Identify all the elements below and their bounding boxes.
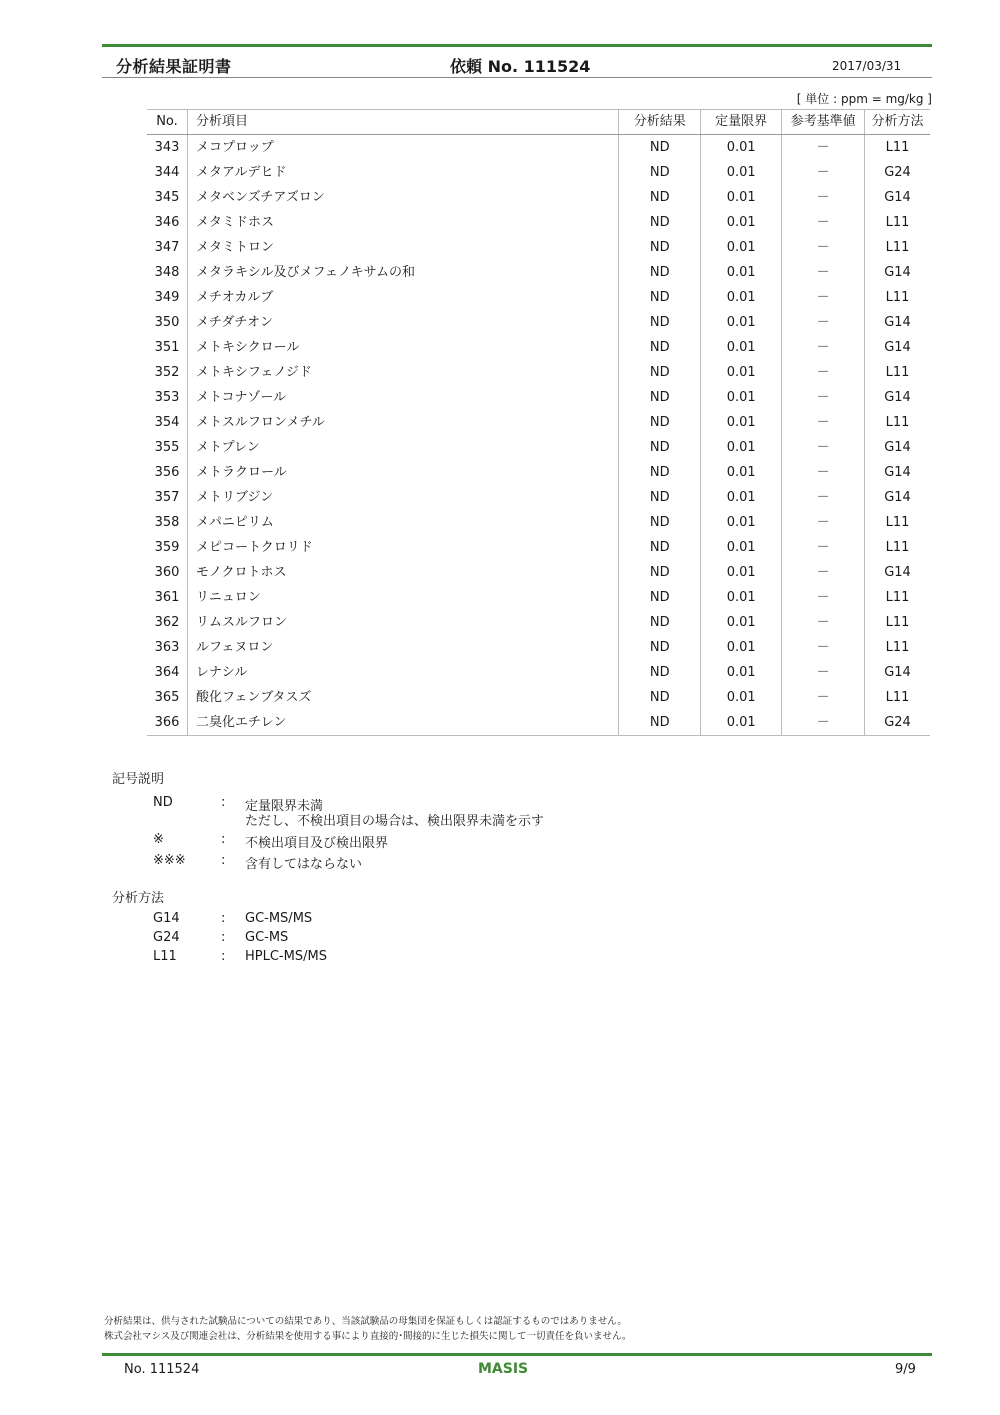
row-method: L11: [885, 290, 910, 305]
row-method: L11: [885, 365, 910, 380]
row-reference: －: [782, 635, 865, 660]
row-result: ND: [619, 310, 701, 335]
table-row: [147, 260, 930, 285]
row-method: L11: [885, 640, 910, 655]
row-method: G14: [884, 390, 911, 405]
row-result: ND: [619, 685, 701, 710]
row-result: ND: [619, 235, 701, 260]
row-no: 362: [147, 610, 187, 635]
table-row: [147, 235, 930, 260]
row-loq: 0.01: [701, 535, 782, 560]
legend-colon: :: [221, 832, 226, 847]
row-method: L11: [885, 540, 910, 555]
row-item: リニュロン: [187, 585, 618, 610]
row-item: メチダチオン: [187, 310, 618, 335]
disclaimer-line-1: 分析結果は、供与された試験品についての結果であり、当該試験品の母集団を保証もしくは認証するものではありません。: [104, 1316, 627, 1327]
legend-key: ※: [153, 832, 164, 847]
row-item: メタミドホス: [187, 210, 618, 235]
results-table: [147, 109, 930, 736]
row-reference: －: [782, 410, 865, 435]
row-no: 350: [147, 310, 187, 335]
row-method: L11: [885, 590, 910, 605]
row-item: メコプロップ: [187, 135, 618, 161]
row-loq: 0.01: [701, 660, 782, 685]
row-result: ND: [619, 435, 701, 460]
method-key: G24: [153, 930, 180, 945]
row-method: L11: [885, 690, 910, 705]
row-loq: 0.01: [701, 585, 782, 610]
row-item: メトラクロール: [187, 460, 618, 485]
row-loq: 0.01: [701, 460, 782, 485]
row-no: 357: [147, 485, 187, 510]
row-method: G14: [884, 315, 911, 330]
legend-colon: :: [221, 795, 226, 810]
table-row: [147, 285, 930, 310]
document-title: 分析結果証明書: [116, 57, 232, 76]
row-result: ND: [619, 560, 701, 585]
table-body: [147, 135, 930, 736]
row-no: 364: [147, 660, 187, 685]
row-reference: －: [782, 260, 865, 285]
row-item: メタベンズチアズロン: [187, 185, 618, 210]
col-header-result: 分析結果: [619, 110, 701, 135]
header-rule: [102, 44, 932, 47]
row-item: メトリブジン: [187, 485, 618, 510]
row-method: L11: [885, 140, 910, 155]
row-no: 352: [147, 360, 187, 385]
row-result: ND: [619, 510, 701, 535]
footer-rule: [102, 1353, 932, 1356]
table-row: [147, 485, 930, 510]
row-item: メタアルデヒド: [187, 160, 618, 185]
row-no: 355: [147, 435, 187, 460]
row-method: L11: [885, 215, 910, 230]
row-loq: 0.01: [701, 435, 782, 460]
row-method: G14: [884, 340, 911, 355]
col-header-item: 分析項目: [187, 110, 618, 135]
row-method: L11: [885, 415, 910, 430]
legend-key: ND: [153, 795, 173, 810]
row-result: ND: [619, 410, 701, 435]
disclaimer-line-2: 株式会社マシス及び関連会社は、分析結果を使用する事により直接的･間接的に生じた損失に関して一切責任を負いません。: [104, 1331, 632, 1342]
table-row: [147, 385, 930, 410]
table-row: [147, 685, 930, 710]
row-method: G14: [884, 265, 911, 280]
table-row: [147, 710, 930, 736]
row-method: G24: [884, 165, 911, 180]
methods-title: 分析方法: [112, 891, 165, 906]
row-reference: －: [782, 585, 865, 610]
table-row: [147, 135, 930, 161]
row-result: ND: [619, 485, 701, 510]
table-row: [147, 185, 930, 210]
method-value: GC-MS: [245, 930, 289, 945]
row-reference: －: [782, 535, 865, 560]
row-item: メタミトロン: [187, 235, 618, 260]
row-item: メパニピリム: [187, 510, 618, 535]
legend-value: 不検出項目及び検出限界: [245, 836, 389, 851]
row-loq: 0.01: [701, 335, 782, 360]
row-method: L11: [885, 515, 910, 530]
row-item: レナシル: [187, 660, 618, 685]
row-result: ND: [619, 385, 701, 410]
method-colon: :: [221, 949, 226, 964]
row-result: ND: [619, 585, 701, 610]
row-reference: －: [782, 560, 865, 585]
row-loq: 0.01: [701, 510, 782, 535]
row-no: 356: [147, 460, 187, 485]
row-reference: －: [782, 210, 865, 235]
row-reference: －: [782, 660, 865, 685]
legend-title: 記号説明: [112, 772, 165, 787]
row-no: 345: [147, 185, 187, 210]
method-key: G14: [153, 911, 180, 926]
footer-number: No. 111524: [124, 1362, 200, 1377]
legend-key: ※※※: [153, 853, 186, 868]
row-result: ND: [619, 360, 701, 385]
method-key: L11: [153, 949, 177, 964]
row-method: L11: [885, 615, 910, 630]
table-row: [147, 585, 930, 610]
legend-value: 定量限界未満: [245, 799, 324, 814]
row-result: ND: [619, 285, 701, 310]
row-loq: 0.01: [701, 135, 782, 161]
method-value: HPLC-MS/MS: [245, 949, 327, 964]
row-item: メチオカルブ: [187, 285, 618, 310]
row-method: G14: [884, 665, 911, 680]
row-loq: 0.01: [701, 610, 782, 635]
row-result: ND: [619, 460, 701, 485]
row-reference: －: [782, 460, 865, 485]
row-item: 二臭化エチレン: [187, 710, 618, 736]
row-method: G14: [884, 190, 911, 205]
row-method: G14: [884, 565, 911, 580]
row-item: リムスルフロン: [187, 610, 618, 635]
row-no: 347: [147, 235, 187, 260]
footer-brand-logo: MASIS: [478, 1361, 529, 1377]
table-row: [147, 210, 930, 235]
row-method: L11: [885, 240, 910, 255]
row-loq: 0.01: [701, 310, 782, 335]
row-reference: －: [782, 360, 865, 385]
row-loq: 0.01: [701, 710, 782, 736]
row-item: モノクロトホス: [187, 560, 618, 585]
row-result: ND: [619, 185, 701, 210]
row-no: 346: [147, 210, 187, 235]
row-result: ND: [619, 710, 701, 736]
legend-colon: :: [221, 853, 226, 868]
row-no: 351: [147, 335, 187, 360]
row-reference: －: [782, 485, 865, 510]
col-header-reference: 参考基準値: [782, 110, 865, 135]
row-result: ND: [619, 660, 701, 685]
table-row: [147, 610, 930, 635]
row-item: メトキシフェノジド: [187, 360, 618, 385]
table-row: [147, 660, 930, 685]
row-item: メトスルフロンメチル: [187, 410, 618, 435]
row-reference: －: [782, 335, 865, 360]
row-method: G14: [884, 440, 911, 455]
method-colon: :: [221, 911, 226, 926]
table-row: [147, 310, 930, 335]
row-method: G24: [865, 710, 930, 736]
legend-value-note: ただし、不検出項目の場合は、検出限界未満を示す: [245, 814, 545, 829]
row-loq: 0.01: [701, 635, 782, 660]
row-no: 343: [147, 135, 187, 161]
row-method: G14: [884, 490, 911, 505]
row-reference: －: [782, 435, 865, 460]
table-header-row: [147, 110, 930, 135]
row-reference: －: [782, 310, 865, 335]
row-loq: 0.01: [701, 285, 782, 310]
table-row: [147, 435, 930, 460]
table-row: [147, 360, 930, 385]
row-reference: －: [782, 610, 865, 635]
table-row: [147, 510, 930, 535]
row-no: 361: [147, 585, 187, 610]
row-reference: －: [782, 135, 865, 161]
table-row: [147, 460, 930, 485]
row-result: ND: [619, 335, 701, 360]
header-underline: [102, 77, 932, 78]
row-loq: 0.01: [701, 360, 782, 385]
row-reference: －: [782, 685, 865, 710]
row-item: メタラキシル及びメフェノキサムの和: [187, 260, 618, 285]
row-no: 360: [147, 560, 187, 585]
col-header-no: No.: [147, 110, 187, 135]
table-row: [147, 160, 930, 185]
method-colon: :: [221, 930, 226, 945]
page-number: 9/9: [895, 1362, 916, 1377]
table-row: [147, 560, 930, 585]
row-no: 348: [147, 260, 187, 285]
row-reference: －: [782, 710, 865, 736]
row-result: ND: [619, 610, 701, 635]
row-result: ND: [619, 160, 701, 185]
row-item: メトキシクロール: [187, 335, 618, 360]
row-reference: －: [782, 385, 865, 410]
method-value: GC-MS/MS: [245, 911, 313, 926]
row-reference: －: [782, 160, 865, 185]
row-reference: －: [782, 285, 865, 310]
issue-date: 2017/03/31: [832, 59, 902, 73]
row-result: ND: [619, 135, 701, 161]
row-item: メトコナゾール: [187, 385, 618, 410]
legend-value: 含有してはならない: [245, 857, 363, 872]
row-no: 359: [147, 535, 187, 560]
row-reference: －: [782, 185, 865, 210]
row-no: 363: [147, 635, 187, 660]
row-no: 353: [147, 385, 187, 410]
table-row: [147, 635, 930, 660]
row-loq: 0.01: [701, 185, 782, 210]
col-header-method: 分析方法: [865, 110, 930, 135]
row-loq: 0.01: [701, 210, 782, 235]
row-loq: 0.01: [701, 385, 782, 410]
row-item: ルフェヌロン: [187, 635, 618, 660]
row-loq: 0.01: [701, 160, 782, 185]
unit-note: [ 単位 : ppm = mg/kg ]: [796, 92, 932, 106]
row-result: ND: [619, 260, 701, 285]
row-loq: 0.01: [701, 410, 782, 435]
table-row: [147, 335, 930, 360]
row-no: 354: [147, 410, 187, 435]
row-loq: 0.01: [701, 235, 782, 260]
row-reference: －: [782, 510, 865, 535]
col-header-loq: 定量限界: [701, 110, 782, 135]
row-loq: 0.01: [701, 485, 782, 510]
row-result: ND: [619, 210, 701, 235]
row-no: 349: [147, 285, 187, 310]
row-no: 365: [147, 685, 187, 710]
row-loq: 0.01: [701, 260, 782, 285]
request-number: 依頼 No. 111524: [450, 57, 591, 76]
row-result: ND: [619, 635, 701, 660]
row-reference: －: [782, 235, 865, 260]
row-item: 酸化フェンブタスズ: [187, 685, 618, 710]
row-result: ND: [619, 535, 701, 560]
row-loq: 0.01: [701, 560, 782, 585]
row-no: 358: [147, 510, 187, 535]
row-no: 344: [147, 160, 187, 185]
row-method: G14: [884, 465, 911, 480]
row-loq: 0.01: [701, 685, 782, 710]
disclaimer: [104, 1314, 632, 1344]
row-no: 366: [147, 710, 187, 736]
table-row: [147, 410, 930, 435]
row-item: メトプレン: [187, 435, 618, 460]
row-item: メピコートクロリド: [187, 535, 618, 560]
table-row: [147, 535, 930, 560]
